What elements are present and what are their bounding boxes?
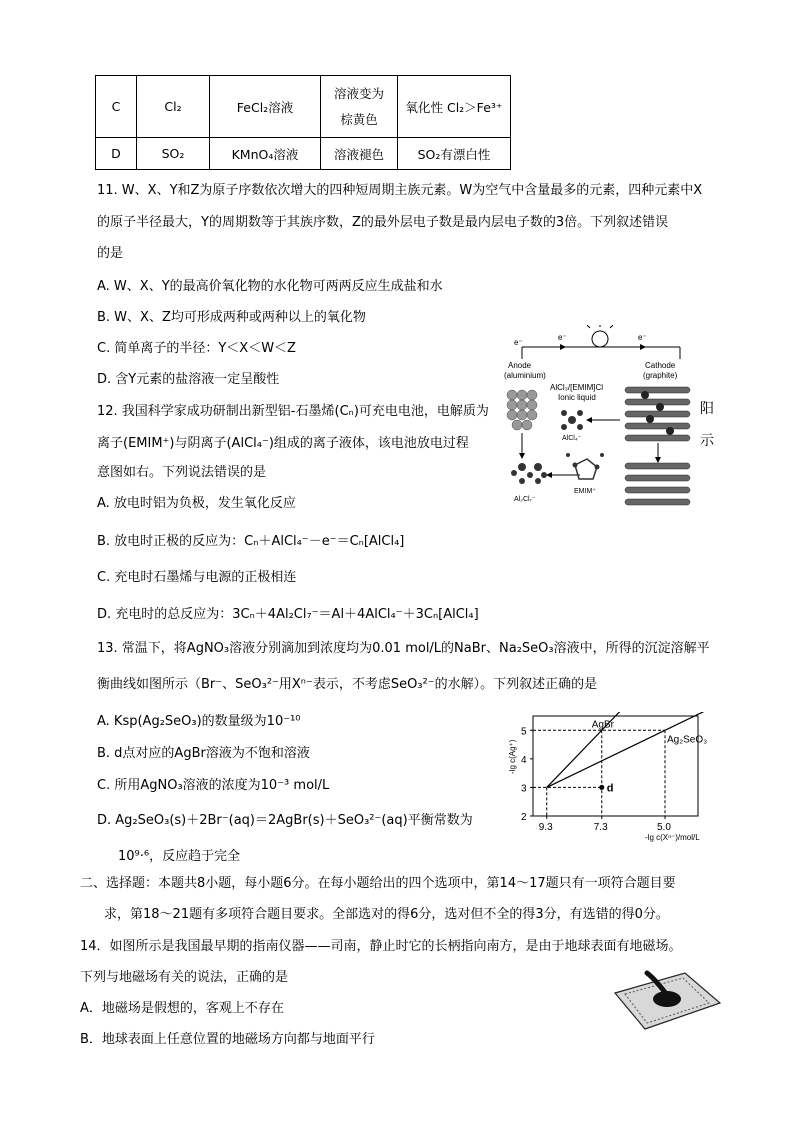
- y-tick-label: 4: [521, 754, 527, 766]
- q13-option-b: B. d点对应的AgBr溶液为不饱和溶液: [97, 746, 310, 761]
- anode-label: Anode: [508, 361, 532, 370]
- y-tick-label: 3: [521, 783, 527, 795]
- cathode-label: (graphite): [643, 371, 678, 380]
- q14-option-b: B．地球表面上任意位置的地磁场方向都与地面平行: [80, 1032, 375, 1047]
- q11-option-a: A. W、X、Y的最高价氧化物的水化物可两两反应生成盐和水: [97, 279, 443, 294]
- q11-option-d: D. 含Y元素的盐溶液一定呈酸性: [97, 372, 280, 387]
- q13-stem-line: 衡曲线如图所示（Br⁻、SeO₃²⁻用Xⁿ⁻表示，不考虑SeO₃²⁻的水解）。下列叙述正确的是: [97, 677, 598, 692]
- side-char: 阳: [700, 401, 714, 417]
- row-id: D: [96, 138, 137, 170]
- q11-stem-line: 的原子半径最大，Y的周期数等于其族序数，Z的最外层电子数是最内层电子数的3倍。下列叙述错误: [97, 215, 669, 230]
- gas-cell: Cl₂: [137, 76, 210, 138]
- x-tick-label: 5.0: [657, 822, 671, 833]
- phenomenon-cell: [321, 76, 398, 138]
- y-axis-label: [508, 739, 517, 774]
- point-d: [599, 785, 604, 790]
- q14-option-a: A．地磁场是假想的，客观上不存在: [80, 1001, 284, 1016]
- row-id: C: [96, 76, 137, 138]
- electron-label: e⁻: [638, 333, 647, 342]
- q12-stem-line: 离子(EMIM⁺)与阴离子(AlCl₄⁻)组成的离子液体，该电池放电过程: [97, 436, 469, 451]
- q13-option-d-cont: 10⁹·⁶，反应趋于完全: [118, 849, 241, 864]
- q14-stem-line: 下列与地磁场有关的说法，正确的是: [80, 970, 289, 985]
- q14-stem-line: 14．如图所示是我国最早期的指南仪器——司南，静止时它的长柄指向南方，是由于地球表面有地磁场。: [80, 939, 682, 954]
- electron-label: e⁻: [558, 333, 567, 342]
- side-char: 示: [700, 433, 714, 449]
- q11-option-c: C. 简单离子的半径：Y＜X＜W＜Z: [97, 341, 296, 356]
- q12-option-a: A. 放电时铝为负极，发生氧化反应: [97, 496, 296, 511]
- q13-stem-line: 13. 常温下，将AgNO₃溶液分别滴加到浓度均为0.01 mol/L的NaBr、Na₂SeO₃溶液中，所得的沉淀溶解平: [97, 641, 710, 656]
- solution-cell: KMnO₄溶液: [210, 138, 321, 170]
- q11-stem-line: 11. W、X、Y和Z为原子序数依次增大的四种短周期主族元素。W为空气中含量最多的元素，四种元素中X: [97, 183, 703, 198]
- q12-option-b: B. 放电时正极的反应为：Cₙ＋AlCl₄⁻－e⁻＝Cₙ[AlCl₄]: [97, 534, 405, 549]
- conclusion-cell: 氧化性 Cl₂＞Fe³⁺: [398, 76, 511, 138]
- series-label: Ag₂SeO₃: [667, 734, 708, 746]
- alcl4-molecule: [561, 410, 583, 430]
- phenomenon-line: 棕黄色: [340, 111, 378, 127]
- phenomenon-cell: 溶液褪色: [321, 138, 398, 170]
- section-header-line: 求，第18～21题有多项符合题目要求。全部选对的得6分，选对但不全的得3分，有选错的得0分。: [104, 907, 669, 922]
- y-axis-label-num: -lg c(Ag⁺): [508, 739, 517, 774]
- solution-cell: FeCl₂溶液: [210, 76, 321, 138]
- aluminium-spheres: [507, 390, 537, 430]
- series-line: [547, 712, 707, 787]
- q13-option-d: D. Ag₂SeO₃(s)＋2Br⁻(aq)＝2AgBr(s)＋SeO₃²⁻(aq)平衡常数为: [97, 813, 473, 828]
- ion-label: EMIM⁺: [574, 488, 596, 495]
- y-tick-label: 2: [521, 812, 527, 823]
- plot-frame: [533, 716, 698, 816]
- electron-label: e⁻: [514, 338, 523, 347]
- conclusion-cell: SO₂有漂白性: [398, 138, 511, 170]
- q12-option-c: C. 充电时石墨烯与电源的正极相连: [97, 570, 297, 585]
- q11-option-b: B. W、X、Z均可形成两种或两种以上的氧化物: [97, 310, 366, 325]
- liquid-label: AlCl₃/[EMIM]Cl: [550, 383, 604, 392]
- table-row: [96, 76, 511, 138]
- table-row: [96, 138, 511, 170]
- q12-stem-line: 12. 我国科学家成功研制出新型铝-石墨烯(Cₙ)可充电电池，电解质为: [97, 404, 489, 419]
- gas-cell: SO₂: [137, 138, 210, 170]
- liquid-label: Ionic liquid: [558, 393, 596, 402]
- al2cl7-molecule: [511, 463, 547, 484]
- battery-diagram: [500, 325, 700, 519]
- ion-label: Al₂Cl₇⁻: [514, 496, 536, 503]
- sinan-image: [605, 965, 725, 1039]
- q13-option-c: C. 所用AgNO₃溶液的浓度为10⁻³ mol/L: [97, 778, 330, 793]
- q11-stem-line: 的是: [97, 246, 124, 261]
- x-tick-label: 9.3: [538, 822, 553, 833]
- y-tick-label: 5: [521, 726, 527, 738]
- x-axis-label: -lg c(Xⁿ⁻)/mol/L: [645, 833, 700, 842]
- cathode-label: Cathode: [645, 361, 676, 370]
- experiment-table: [95, 75, 511, 170]
- point-d-label: d: [606, 782, 614, 795]
- section-header-line: 二、选择题：本题共8小题，每小题6分。在每小题给出的四个选项中，第14～17题只有一项符合题目要: [80, 876, 676, 891]
- anode-label: (aluminium): [504, 371, 546, 380]
- solubility-chart: [495, 712, 715, 856]
- q12-option-d: D. 充电时的总反应为：3Cₙ＋4Al₂Cl₇⁻＝Al＋4AlCl₄⁻＋3Cₙ[AlCl₄]: [97, 607, 479, 622]
- ion-label: AlCl₄⁻: [562, 435, 582, 442]
- x-tick-label: 7.3: [593, 822, 608, 833]
- series-label: AgBr: [591, 719, 614, 731]
- phenomenon-line: 溶液变为: [333, 85, 384, 101]
- emim-molecule: [575, 459, 597, 479]
- q13-option-a: A. Ksp(Ag₂SeO₃)的数量级为10⁻¹⁰: [97, 714, 301, 729]
- q12-stem-line: 意图如右。下列说法错误的是: [97, 465, 267, 480]
